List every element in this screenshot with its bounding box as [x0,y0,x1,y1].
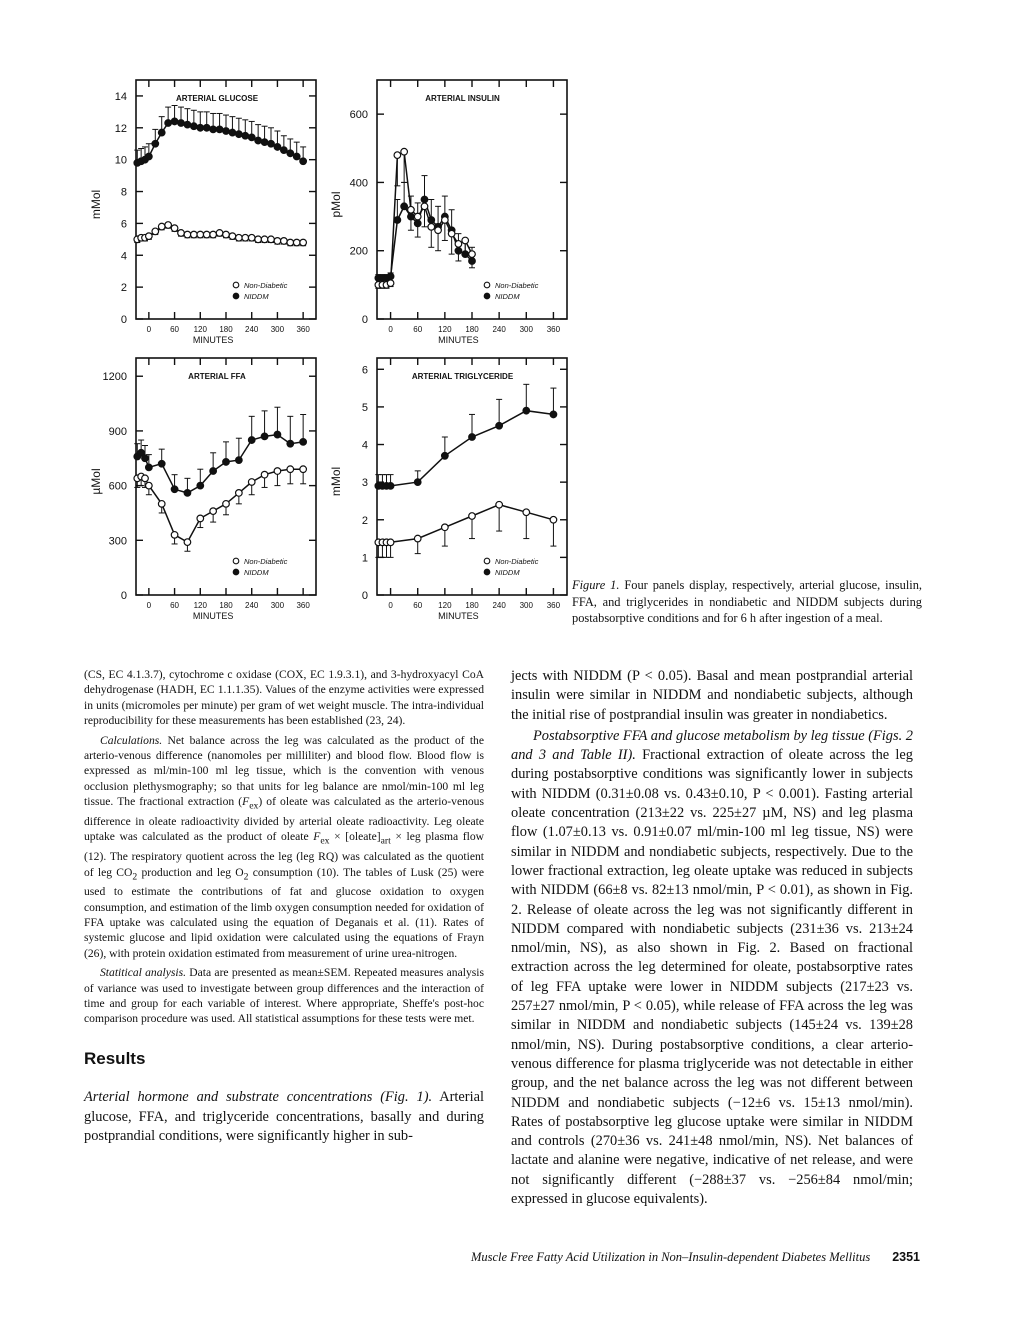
x-tick-label: 120 [193,325,207,334]
y-tick-label: 300 [108,535,127,548]
y-tick-label: 4 [120,250,127,263]
panel-title: ARTERIAL GLUCOSE [175,94,259,103]
x-tick-label: 360 [546,601,561,610]
calculations-text-b: ) of oleate was calculated as the arterio-venous difference in oleate radioactivity divided by arterial oleate radioactivity. Leg oleate uptake was calculated as the product of oleate [84,795,484,844]
x-tick-label: 60 [413,601,423,610]
niddm-point [184,490,191,497]
niddm-point [197,125,204,132]
non-diabetic-point [203,231,210,238]
legend-marker-non-diabetic [484,558,490,564]
x-tick-label: 60 [413,325,423,334]
non-diabetic-point [394,152,401,159]
chart-arterial-glucose [84,78,324,358]
niddm-point [223,459,230,466]
y-tick-label: 400 [349,177,368,190]
calculations-text-e: production and leg O [137,865,244,879]
legend-label-non-diabetic: Non-Diabetic [495,557,539,566]
legend-marker-non-diabetic [233,282,239,288]
niddm-point [248,134,255,141]
x-axis-label: MINUTES [192,611,234,621]
non-diabetic-point [293,239,300,246]
niddm-point [158,460,165,467]
non-diabetic-point [178,230,185,237]
x-axis-label: MINUTES [438,611,479,621]
non-diabetic-point [287,239,294,246]
non-diabetic-point [523,509,530,516]
niddm-point [550,411,557,418]
chart-arterial-ffa [84,358,324,628]
x-axis-label: MINUTES [192,335,234,345]
legend-label-niddm: NIDDM [495,568,520,577]
panel-title: ARTERIAL FFA [188,372,246,381]
y-tick-label: 8 [120,186,127,199]
niddm-point [223,128,230,135]
results-subheading: Arterial hormone and substrate concentrations (Fig. 1). [84,1089,433,1106]
niddm-point [197,482,204,489]
non-diabetic-point [268,236,275,243]
x-tick-label: 240 [245,325,259,334]
x-tick-label: 300 [270,325,285,334]
non-diabetic-point [428,224,435,231]
legend-marker-non-diabetic [233,558,239,564]
x-tick-label: 0 [146,601,152,610]
o2-subscript: 2 [243,870,249,882]
y-tick-label: 1 [361,552,368,565]
niddm-point [236,457,243,464]
y-axis-label: mMol [329,466,343,497]
niddm-point [142,455,149,462]
y-tick-label: 14 [114,90,127,103]
results-paragraph [84,1088,484,1146]
non-diabetic-point [236,490,243,497]
legend-label-niddm: NIDDM [244,292,269,301]
statistics-text: Data are presented as mean±SEM. Repeated measures analysis of variance was used to investigate between group differences and the interaction of time and group for each variable of interest. Where appropriate, Sheffe's post-hoc comparison procedure was used. All statistical assumptions for these tests were met. [84,966,484,1026]
x-tick-label: 360 [546,325,561,334]
non-diabetic-point [300,466,307,473]
non-diabetic-point [414,535,421,542]
niddm-point [523,407,530,414]
non-diabetic-point [242,234,249,241]
legend-label-non-diabetic: Non-Diabetic [244,281,288,290]
niddm-point [216,126,223,133]
calculations-text-d: × leg plasma flow (12). The respiratory quotient across the leg (leg RQ) was calculated as the quotient of leg CO [84,830,485,879]
niddm-point [171,118,178,125]
calculations-heading: Calculations. [100,733,163,747]
legend-marker-niddm [484,569,490,575]
non-diabetic-point [448,230,455,237]
legend-label-non-diabetic: Non-Diabetic [244,557,288,566]
y-tick-label: 600 [349,109,368,122]
postabsorptive-paragraph [511,727,913,1209]
niddm-point [248,437,255,444]
niddm-point [152,140,159,147]
x-tick-label: 180 [219,601,233,610]
postabsorptive-heading: Postabsorptive FFA and glucose metabolism by leg tissue (Figs. 2 and 3 and Table II). [511,727,913,764]
niddm-point [394,217,401,224]
x-tick-label: 240 [245,601,259,610]
y-axis-label: µMol [89,468,103,495]
legend-marker-niddm [233,569,239,575]
plot-frame [377,358,567,595]
niddm-point [242,132,249,139]
x-tick-label: 120 [438,601,452,610]
non-diabetic-point [300,239,307,246]
niddm-point [255,137,262,144]
non-diabetic-point [216,230,223,237]
calculations-paragraph [84,733,484,962]
niddm-point [210,126,217,133]
plot-frame [136,358,316,595]
x-tick-label: 0 [388,325,393,334]
figure-label: Figure 1. [572,578,620,592]
niddm-point [146,464,153,471]
fex-symbol-2: F [313,830,321,844]
x-tick-label: 360 [296,601,310,610]
non-diabetic-point [197,515,204,522]
panel-arterial-triglyceride [324,358,574,628]
niddm-point [387,483,394,490]
legend-label-non-diabetic: Non-Diabetic [495,281,539,290]
non-diabetic-point [274,238,281,245]
fex-subscript-2: ex [320,835,330,847]
niddm-point [178,120,185,127]
legend-label-niddm: NIDDM [495,292,520,301]
non-diabetic-point [236,234,243,241]
y-tick-label: 10 [114,154,127,167]
y-tick-label: 2 [120,282,127,295]
x-tick-label: 300 [519,325,533,334]
x-tick-label: 0 [388,601,393,610]
non-diabetic-point [158,501,165,508]
statistics-heading: Statitical analysis. [100,966,187,980]
x-tick-label: 60 [170,325,180,334]
legend-label-niddm: NIDDM [244,568,269,577]
running-title: Muscle Free Fatty Acid Utilization in Non–Insulin-dependent Diabetes Mellitus [470,1250,871,1264]
niddm-point [146,153,153,160]
y-tick-label: 0 [120,314,127,326]
non-diabetic-point [146,482,153,489]
niddm-point [203,125,210,132]
niddm-point [442,453,449,460]
fex-symbol: F [242,795,250,809]
niddm-point [171,486,178,493]
right-column [511,667,913,1209]
niddm-point [401,203,408,210]
niddm-point [414,479,421,486]
y-tick-label: 900 [108,425,127,438]
niddm-point [261,433,268,440]
non-diabetic-point [158,223,165,230]
non-diabetic-point [210,508,217,515]
panel-arterial-ffa [84,358,324,628]
chart-arterial-insulin [324,78,574,358]
y-tick-label: 5 [361,401,368,414]
non-diabetic-point [496,501,503,508]
non-diabetic-point [274,468,281,475]
x-tick-label: 180 [219,325,233,334]
x-tick-label: 300 [270,601,285,610]
panel-title: ARTERIAL TRIGLYCERIDE [411,372,514,381]
y-axis-label: mMol [89,189,103,220]
non-diabetic-point [261,471,268,478]
panel-title: ARTERIAL INSULIN [425,94,500,103]
y-axis-label: pMol [329,191,343,218]
non-diabetic-point [197,231,204,238]
non-diabetic-point [435,227,442,234]
niddm-point [261,139,268,146]
niddm-point [496,422,503,429]
non-diabetic-point [210,231,217,238]
niddm-point [300,439,307,446]
y-tick-label: 6 [361,364,368,377]
legend-marker-niddm [484,293,490,299]
niddm-point [184,121,191,128]
x-tick-label: 360 [296,325,310,334]
non-diabetic-point [462,237,469,244]
niddm-point [293,153,300,160]
fex-subscript: ex [249,800,259,812]
non-diabetic-point [223,231,230,238]
non-diabetic-point [229,233,236,240]
niddm-point [229,129,236,136]
x-tick-label: 240 [492,601,506,610]
y-tick-label: 0 [361,590,368,602]
y-tick-label: 12 [114,122,127,135]
non-diabetic-point [184,539,191,546]
non-diabetic-point [414,213,421,220]
non-diabetic-point [550,516,557,523]
legend-marker-niddm [233,293,239,299]
non-diabetic-point [171,532,178,539]
non-diabetic-point [171,225,178,232]
niddm-point [165,120,172,127]
results-heading: Results [84,1048,146,1068]
calculations-text-c: × [oleate] [329,830,381,844]
calculations-text-f: consumption (10). The tables of Lusk (25) were used to estimate the contributions of fat and glucose oxidation to oxygen consumption, and estimation of the limb oxygen consumption needed for oxidation of FFA uptake was calculated using the equation of Deganais et al. (11). Rates of systemic glucose and lipid oxidation were calculated using the equations of Frayn (26), with protein oxidation estimated from measurement of urine urea-nitrogen. [84,865,484,960]
y-tick-label: 1200 [102,371,127,384]
results-continued-paragraph: jects with NIDDM (P < 0.05). Basal and mean postprandial arterial insulin were similar in NIDDM and nondiabetic subjects, although the initial rise of postprandial insulin was greater in nondiabetics. [511,668,913,723]
niddm-point [268,140,275,147]
legend-marker-non-diabetic [484,282,490,288]
y-tick-label: 3 [361,477,368,490]
x-tick-label: 120 [193,601,207,610]
non-diabetic-point [387,539,394,546]
page-number: 2351 [892,1250,920,1264]
plot-frame [377,80,567,319]
y-tick-label: 0 [120,590,127,602]
non-diabetic-point [261,236,268,243]
niddm-point [158,129,165,136]
x-tick-label: 180 [465,325,479,334]
y-tick-label: 200 [349,245,368,258]
niddm-point [191,123,198,130]
non-diabetic-point [255,236,262,243]
niddm-point [287,150,294,157]
y-tick-label: 6 [120,218,127,231]
niddm-point [274,431,281,438]
non-diabetic-point [469,251,476,258]
non-diabetic-point [165,222,172,229]
postabsorptive-text: Fractional extraction of oleate across the leg during postabsorptive conditions was significantly lower in subjects with NIDDM (0.31±0.08 vs. 0.43±0.10, P < 0.001). Fasting arterial oleate concentration (213±22 vs. 225±27 µM, NS) and leg plasma flow (1.07±0.13 vs. 0.91±0.07 ml/min-100 ml leg tissue, NS) were similar in NIDDM and nondiabetic subjects, respectively. Due to the lower fractional extraction, leg oleate uptake was reduced in subjects with NIDDM (66±8 vs. 82±13 nmol/min, P < 0.01), as shown in Fig. 2. Release of oleate across the leg was not significantly different in NIDDM compared with nondiabetic subjects (231±36 vs. 213±24 nmol/min, NS), as also shown in Fig. 2. Based on fractional extraction across the leg determined for oleate, postabsorptive rates of leg FFA uptake were lower in NIDDM subjects (217±23 vs. 257±27 nmol/min, P < 0.05), while release of FFA across the leg was similar in NIDDM and nondiabetic subjects (145±24 vs. 139±28 nmol/min, NS). During postabsorptive conditions, a clear arterio-venous difference for plasma triglyceride was not detectable in either group, and the net balance across the leg was not different between NIDDM and nondiabetic subjects (−12±6 vs. 15±13 nmol/min). Rates of postabsorptive leg glucose uptake were similar in NIDDM and controls (270±36 vs. 241±48 nmol/min, NS). Net balances of lactate and alanine were negative, indicative of net release, and were not significantly different (−288±37 vs. −256±84 nmol/min; expressed in glucose equivalents). [511,747,913,1208]
y-tick-label: 0 [361,314,368,326]
x-tick-label: 0 [146,325,152,334]
non-diabetic-point [455,241,462,248]
niddm-point [421,196,428,203]
non-diabetic-point [184,231,191,238]
non-diabetic-point [469,513,476,520]
figure-caption [572,577,922,627]
non-diabetic-point [442,524,449,531]
x-tick-label: 240 [492,325,506,334]
x-tick-label: 120 [438,325,452,334]
non-diabetic-point [281,238,288,245]
panel-arterial-insulin [324,78,574,358]
niddm-point [300,158,307,165]
non-diabetic-point [287,466,294,473]
niddm-point [287,440,294,447]
non-diabetic-point [191,231,198,238]
niddm-point [274,144,281,151]
niddm-point [210,468,217,475]
figure-caption-text: Four panels display, respectively, arterial glucose, insulin, FFA, and triglycerides in nondiabetic and NIDDM subjects during postabsorptive conditions and for 6 h after ingestion of a meal. [572,578,922,625]
x-tick-label: 180 [465,601,479,610]
non-diabetic-point [421,203,428,210]
left-column [84,667,484,1146]
art-subscript: art [380,835,391,847]
x-axis-label: MINUTES [438,335,479,345]
niddm-point [236,131,243,138]
y-tick-label: 4 [361,439,368,452]
non-diabetic-point [248,479,255,486]
chart-arterial-triglyceride [324,358,574,628]
niddm-point [281,147,288,154]
x-tick-label: 60 [170,601,180,610]
niddm-point [469,434,476,441]
y-tick-label: 2 [361,514,368,527]
methods-paragraph: (CS, EC 4.1.3.7), cytochrome c oxidase (COX, EC 1.9.3.1), and 3-hydroxyacyl CoA dehydrogenase (HADH, EC 1.1.1.35). Values of the enzyme activities were expressed in units (micromoles per minute) per gram of wet weight muscle. The intra-individual reproducibility for these measurements has been established (23, 24). [84,668,484,728]
niddm-line [378,411,553,486]
non-diabetic-point [248,234,255,241]
results-text: Arterial glucose, FFA, and triglyceride concentrations, basally and during postprandial conditions, were significantly higher in sub- [84,1089,484,1144]
calculations-text-a: Net balance across the leg was calculated as the product of the arterio-venous difference (nanomoles per milliliter) and blood flow. Blood flow is expressed as ml/min-100 ml leg tissue, which is the convention with venous occlusion plethysmography; so that units for leg balance are nmol/min-100 ml leg tissue. The fractional extraction ( [84,733,484,809]
panel-arterial-glucose [84,78,324,358]
non-diabetic-point [152,228,159,235]
x-tick-label: 300 [519,601,533,610]
y-tick-label: 600 [108,480,127,493]
non-diabetic-point [401,148,408,155]
page-footer [380,1250,920,1265]
non-diabetic-point [142,475,149,482]
co2-subscript: 2 [132,870,138,882]
non-diabetic-point [408,206,415,213]
statistics-paragraph [84,965,484,1027]
non-diabetic-point [387,280,394,287]
non-diabetic-point [223,501,230,508]
non-diabetic-point [146,233,153,240]
non-diabetic-point [442,217,449,224]
